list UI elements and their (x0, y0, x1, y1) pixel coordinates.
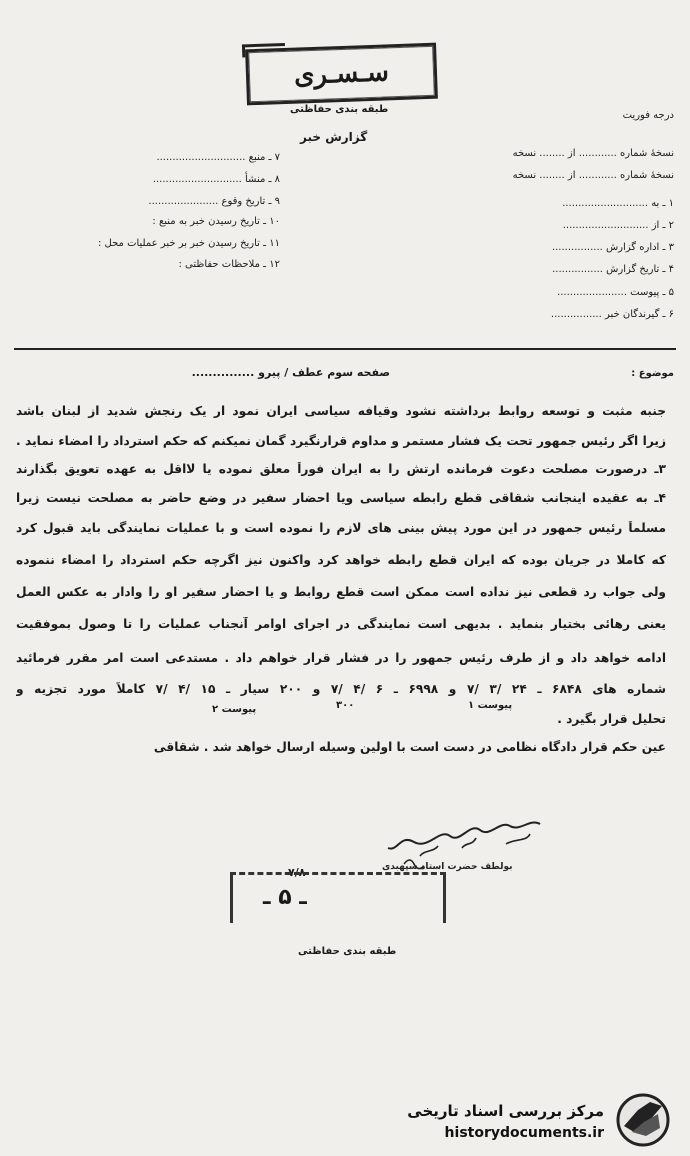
field-to: ۱ ـ به ........................... (562, 198, 674, 209)
field-origin: ۸ ـ منشأ ............................ (152, 174, 280, 185)
body-line: زیرا اگر رئیس جمهور تحت یک فشار مستمر و مداوم قرارنگیرد گمان نمیکنم که حکم استرداد را امضاء نماید . (16, 434, 666, 448)
field-event-date: ۹ ـ تاریخ وقوع ...................... (148, 196, 280, 207)
page-number-line: صفحه سوم عطف / پیرو ............... (191, 366, 390, 379)
classification-label-bottom: طبقه بندی حفاظتی (298, 946, 397, 957)
body-line: مسلماً رئیس جمهور در این مورد پیش بینی های لازم را نموده است و با عملیات نمایندگی باید قبول کرد (16, 521, 666, 535)
field-report-date: ۴ ـ تاریخ گزارش ................ (552, 264, 674, 275)
field-date-news-field: ۱۱ ـ تاریخ رسیدن خبر بر خبر عملیات محل : (97, 238, 280, 249)
org-logo (610, 1092, 676, 1148)
org-name: مرکز بررسی اسناد تاریخی (407, 1102, 604, 1120)
serial-mark: ۳۰۰ (336, 700, 355, 711)
field-attachment: ۵ ـ پیوست ...................... (557, 287, 674, 298)
body-line: شماره های ۶۸۴۸ ـ ۲۴ /۳ /۷ و ۶۹۹۸ ـ ۶ /۴ /۷ و ۲۰۰ سیار ـ ۱۵ /۴ /۷ کاملاً مورد تجزیه و (16, 682, 666, 696)
attachment-note-1: پیوست ۱ (468, 700, 513, 711)
field-source: ۷ ـ منبع ............................ (156, 152, 280, 163)
field-report-office: ۳ ـ اداره گزارش ................ (551, 242, 674, 253)
org-url: historydocuments.ir (444, 1125, 604, 1141)
attachment-note-2: پیوست ۲ (212, 704, 257, 715)
body-line: ۳ـ درصورت مصلحت دعوت فرمانده ارتش را به ایران فوراً معلق نموده یا لااقل به عهده تعویق بگذارند (16, 462, 666, 476)
lower-stamp-box (230, 872, 446, 923)
signature-mark: ۷/۸ (288, 866, 306, 879)
field-date-news-source: ۱۰ ـ تاریخ رسیدن خبر به منبع : (152, 216, 280, 227)
header-divider (14, 348, 676, 350)
body-line: که کاملا در جریان بوده که ایران قطع رابطه خواهد کرد واکنون نیز اگرچه حکم استرداد را امضاء ننموده (16, 553, 666, 567)
field-recipients: ۶ ـ گیرندگان خبر ................ (550, 309, 674, 320)
body-line: تحلیل قرار بگیرد . (557, 712, 666, 726)
body-line: ۴ـ به عقیده اینجانب شقاقی قطع رابطه سیاسی ویا احضار سفیر در وضع حاضر به مصلحت نیست زیرا (16, 491, 666, 505)
body-line: یعنی رهائی بختیار بنماید . بدیهی است نمایندگی در اجرای اوامر آنجناب عملیات را تا وصول بموفقیت (16, 617, 666, 631)
report-title: گزارش خبر (300, 130, 368, 144)
field-copy-number-2: نسخهٔ شماره ............ از ........ نسخه (512, 170, 674, 181)
handwritten-signature (288, 808, 550, 879)
body-line: جنبه مثبت و توسعه روابط برداشته نشود وقیافه سیاسی ایران نمود ار یک رنجش شدید از لبنان باشد (16, 404, 666, 418)
signature-text: بولطف حضرت استاد سپهبدی (382, 862, 513, 872)
urgency-label: درجه فوریت (622, 110, 674, 121)
field-from: ۲ ـ از ........................... (562, 220, 674, 231)
archive-logo-icon (610, 1092, 676, 1148)
classification-label-top: طبقه بندی حفاظتی (290, 104, 389, 115)
body-line: ولی جواب رد قطعی نیز نداده است ممکن است قطع روابط و یا احضار سفیر او را وادار به عکس العمل (16, 585, 666, 599)
classification-stamp (245, 43, 438, 106)
lower-stamp-text: ـ ۵ ـ (263, 885, 307, 910)
field-copy-number: نسخهٔ شماره ............ از ........ نسخه (512, 148, 674, 159)
stamp-text: سـسـری (293, 57, 390, 91)
body-line: ادامه خواهد داد و از طرف رئیس جمهور را در فشار قرار خواهم داد . مستدعی است امر مقرر فرمائید (16, 651, 666, 665)
field-security-notes: ۱۲ ـ ملاحظات حفاظتی : (178, 259, 280, 270)
subject-label: موضوع : (631, 368, 674, 379)
body-line-last: عین حکم قرار دادگاه نظامی در دست است با اولین وسیله ارسال خواهد شد . شقاقی (153, 740, 666, 754)
